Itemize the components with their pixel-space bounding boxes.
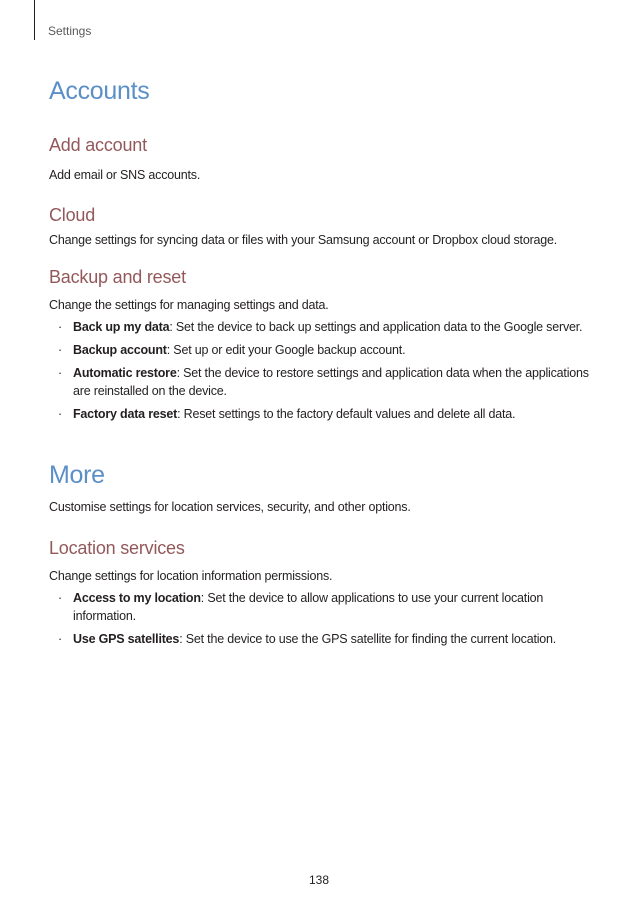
bullet-icon: · [58, 407, 62, 421]
more-text: Customise settings for location services, security, and other options. [49, 500, 411, 514]
list-item: · Use GPS satellites: Set the device to use the GPS satellite for finding the current location. [58, 632, 557, 646]
running-header: Settings [48, 24, 92, 38]
list-item: · Factory data reset: Reset settings to the factory default values and delete all data. [58, 407, 516, 421]
subsection-title-cloud: Cloud [49, 205, 96, 225]
list-item: · Access to my location: Set the device to allow applications to use your current location information. [58, 591, 544, 623]
subsection-title-add-account: Add account [49, 135, 147, 155]
margin-rule [34, 0, 35, 40]
bullet-icon: · [58, 632, 62, 646]
section-title-accounts: Accounts [49, 77, 150, 105]
bullet-icon: · [58, 320, 62, 334]
add-account-text: Add email or SNS accounts. [49, 168, 201, 182]
page-content [49, 72, 609, 648]
list-item: · Backup account: Set up or edit your Google backup account. [58, 343, 406, 357]
bullet-icon: · [58, 366, 62, 380]
bullet-icon: · [58, 343, 62, 357]
list-item: · Automatic restore: Set the device to restore settings and application data when the applications are reinstalled on the device. [58, 366, 589, 398]
subsection-title-backup-reset: Backup and reset [49, 267, 186, 287]
bullet-icon: · [58, 591, 62, 605]
cloud-text: Change settings for syncing data or files with your Samsung account or Dropbox cloud storage. [49, 233, 558, 247]
location-services-text: Change settings for location information permissions. [49, 569, 333, 583]
backup-reset-text: Change the settings for managing settings and data. [49, 298, 329, 312]
page-number: 138 [308, 873, 330, 887]
list-item: · Back up my data: Set the device to back up settings and application data to the Google server. [58, 320, 583, 334]
subsection-title-location-services: Location services [49, 538, 185, 558]
location-services-list [49, 589, 609, 648]
section-title-more: More [49, 461, 105, 489]
backup-reset-list [49, 318, 609, 423]
